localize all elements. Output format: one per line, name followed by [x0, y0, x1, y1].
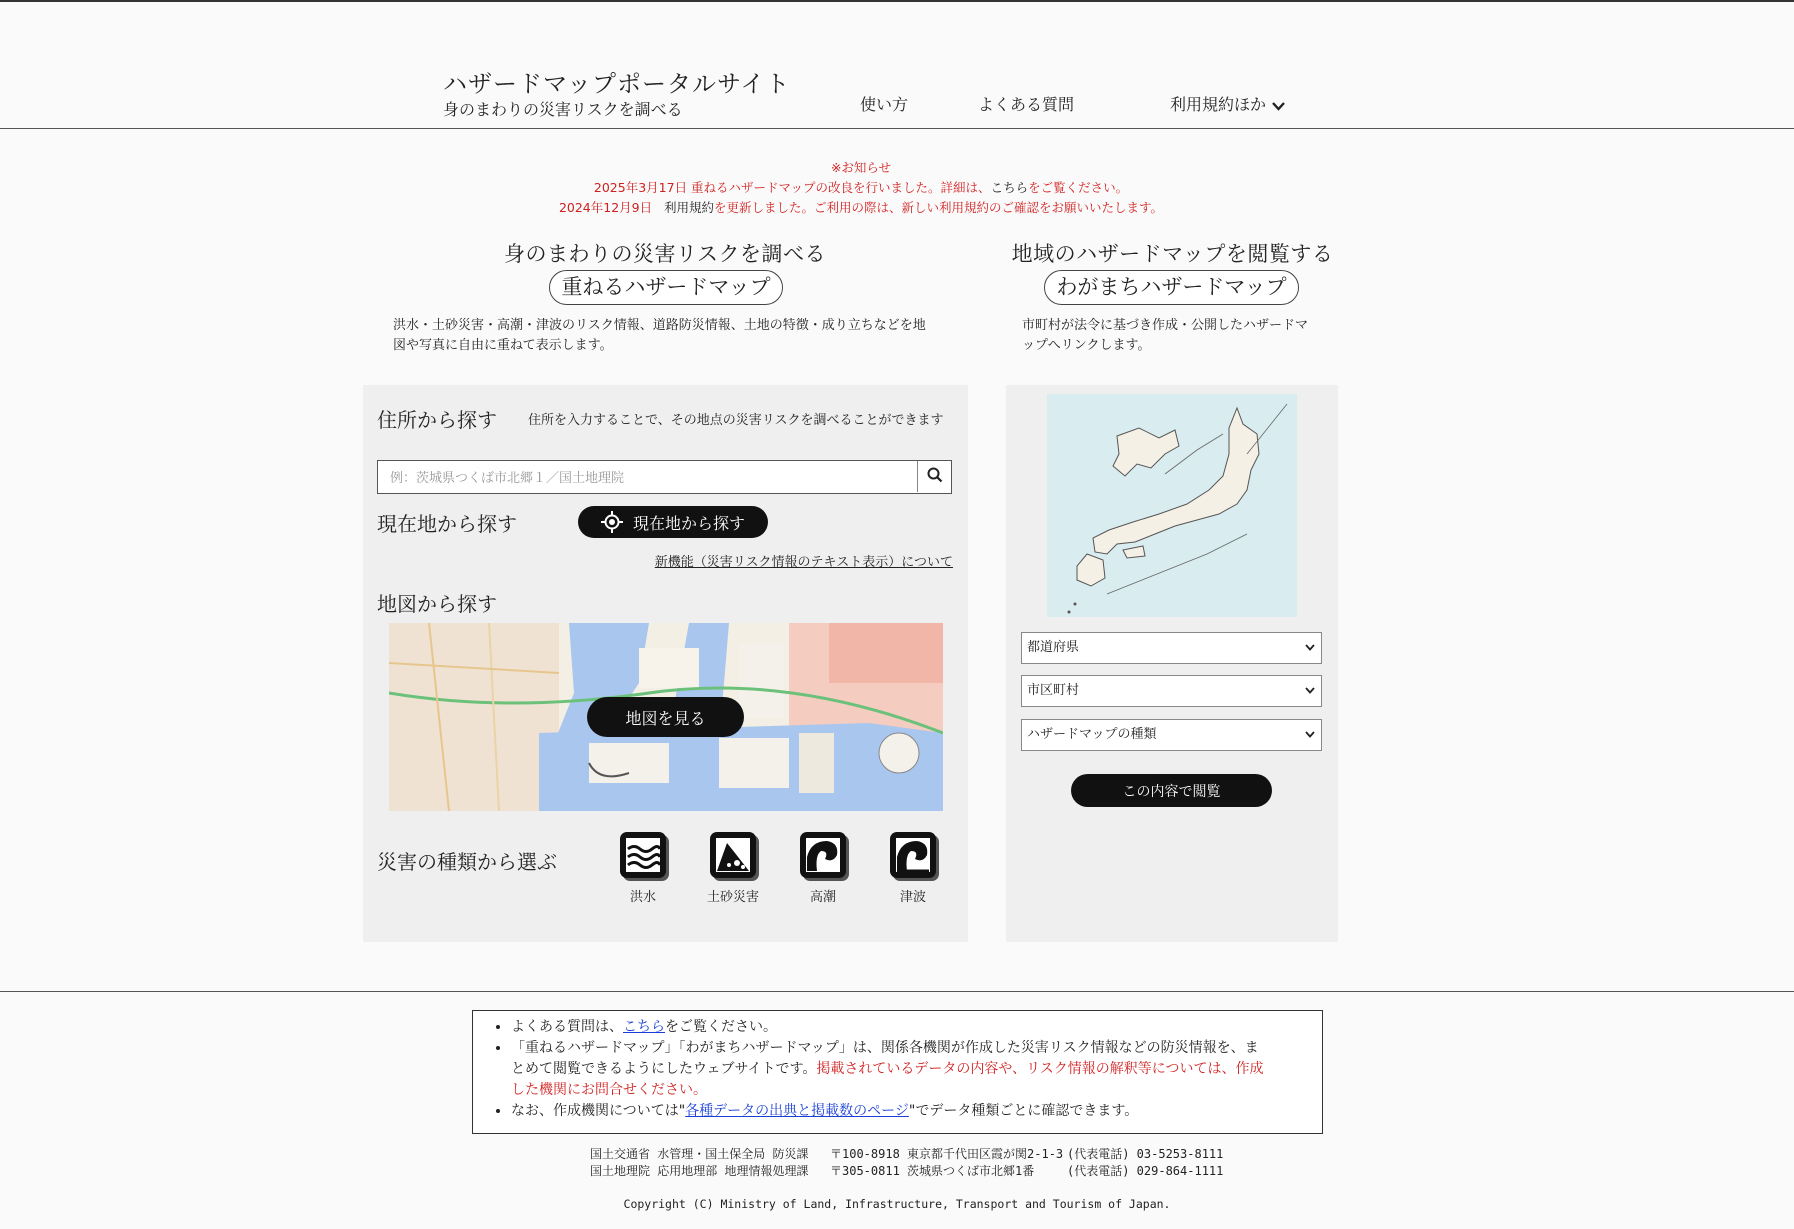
flood-icon — [620, 832, 666, 878]
address-1-org: 国土交通省 水管理・国土保全局 防災課 — [590, 1147, 809, 1161]
left-desc-line-1: 洪水・土砂災害・高潮・津波のリスク情報、道路防災情報、土地の特徴・成り立ちなどを地 — [393, 318, 926, 333]
city-select[interactable] — [1021, 675, 1322, 707]
footer-faq-link[interactable]: こちら — [623, 1019, 665, 1035]
hazard-storm-surge-label: 高潮 — [809, 890, 836, 905]
footer-faq-item — [511, 1017, 1322, 1038]
footer-info-box — [472, 1010, 1323, 1134]
left-desc-line-2: 図や写真に自由に重ねて表示します。 — [393, 338, 613, 353]
view-map-button[interactable]: 地図を見る — [587, 697, 744, 737]
current-location-button[interactable] — [578, 506, 768, 538]
footer-about-item — [511, 1038, 1322, 1101]
chevron-down-icon — [1305, 731, 1315, 738]
chevron-down-icon — [1305, 644, 1315, 651]
address-search-input[interactable] — [388, 467, 912, 489]
right-desc-line-1: 市町村が法令に基づき作成・公開したハザードマ — [1022, 318, 1309, 333]
footer-faq-tail: をご覧ください。 — [665, 1019, 777, 1035]
hazard-type-label: 災害の種類から選ぶ — [377, 850, 557, 874]
address-search-hint: 住所を入力することで、その地点の災害リスクを調べることができます — [528, 413, 944, 428]
notice-line-2 — [0, 198, 1722, 216]
storm-surge-icon — [800, 832, 846, 878]
search-button[interactable] — [917, 461, 951, 492]
notice-2-text: を更新しました。ご利用の際は、新しい利用規約のご確認をお願いいたします。 — [714, 200, 1164, 215]
japan-map-image — [1047, 394, 1297, 617]
nav-how-to-use[interactable]: 使い方 — [860, 95, 909, 114]
top-border — [0, 0, 1794, 2]
footer-source-tail: "でデータ種類ごとに確認できます。 — [908, 1103, 1139, 1119]
address-search-label: 住所から探す — [377, 408, 497, 432]
current-location-label: 現在地から探す — [377, 512, 517, 536]
notice-heading: ※お知らせ — [830, 160, 892, 175]
notice-2-date: 2024年12月9日 — [558, 200, 653, 215]
notice-1-link[interactable]: こちら — [990, 180, 1029, 195]
nav-terms[interactable] — [1170, 92, 1285, 115]
footer-about-warning-1: 掲載されているデータの内容や、リスク情報の解釈等については、作成 — [816, 1061, 1264, 1077]
crosshair-icon — [601, 511, 623, 533]
address-1-post: 〒100-8918 東京都千代田区霞が関2-1-3 — [830, 1147, 1064, 1161]
chevron-down-icon — [1272, 96, 1285, 115]
address-2-org: 国土地理院 応用地理部 地理情報処理課 — [590, 1164, 809, 1178]
hazard-map-type-select-label: ハザードマップの種類 — [1027, 727, 1157, 742]
hazard-landslide-label: 土砂災害 — [706, 890, 759, 905]
wagamachi-hazard-map-link[interactable]: わがまちハザードマップ — [1044, 270, 1299, 305]
hazard-flood-label: 洪水 — [629, 890, 656, 905]
city-select-label: 市区町村 — [1027, 683, 1080, 698]
address-2-post: 〒305-0811 茨城県つくば市北郷1番 — [830, 1164, 1035, 1178]
header-divider — [0, 128, 1794, 129]
address-search-box — [377, 460, 952, 494]
map-search-label: 地図から探す — [377, 592, 497, 616]
kasaneru-hazard-map-link[interactable]: 重ねるハザードマップ — [549, 270, 783, 305]
new-feature-link[interactable]: 新機能（災害リスク情報のテキスト表示）について — [654, 555, 953, 570]
left-section-heading: 身のまわりの災害リスクを調べる — [503, 242, 827, 266]
right-desc-line-2: ップへリンクします。 — [1022, 338, 1151, 353]
footer-about-line-2: とめて閲覧できるようにしたウェブサイトです。 — [511, 1061, 817, 1077]
site-title[interactable]: ハザードマップポータルサイト — [443, 70, 791, 98]
hazard-storm-surge[interactable] — [783, 832, 863, 905]
chevron-down-icon — [1305, 687, 1315, 694]
nav-terms-label: 利用規約ほか — [1170, 95, 1267, 114]
tsunami-icon — [890, 832, 936, 878]
nav-faq[interactable]: よくある質問 — [978, 95, 1075, 114]
hazard-flood[interactable] — [603, 832, 683, 905]
search-icon — [927, 467, 943, 487]
site-subtitle: 身のまわりの災害リスクを調べる — [443, 100, 683, 119]
footer-source-link[interactable]: 各種データの出典と掲載数のページ — [685, 1103, 909, 1119]
footer-source-item — [511, 1101, 1322, 1122]
terms-link[interactable]: 利用規約 — [664, 200, 715, 215]
address-1-tel: (代表電話) 03-5253-8111 — [1067, 1147, 1224, 1161]
japan-map[interactable] — [1047, 394, 1297, 617]
notice-1-tail: をご覧ください。 — [1028, 180, 1129, 195]
hazard-landslide[interactable] — [693, 832, 773, 905]
prefecture-select[interactable] — [1021, 632, 1322, 664]
hazard-tsunami[interactable] — [873, 832, 953, 905]
prefecture-select-label: 都道府県 — [1027, 640, 1080, 655]
copyright: Copyright (C) Ministry of Land, Infrastructure, Transport and Tourism of Japan. — [623, 1197, 1171, 1211]
footer-about-line-1: 「重ねるハザードマップ」「わがまちハザードマップ」は、関係各機関が作成した災害リスク情報などの防災情報を、ま — [511, 1040, 1259, 1056]
notice-line-1 — [0, 178, 1722, 196]
hazard-tsunami-label: 津波 — [899, 890, 926, 905]
hazard-map-type-select[interactable] — [1021, 719, 1322, 751]
footer-about-warning-2: した機関にお問合せください。 — [511, 1082, 707, 1098]
address-2-tel: (代表電話) 029-864-1111 — [1067, 1164, 1224, 1178]
view-selection-button[interactable]: この内容で閲覧 — [1071, 774, 1272, 807]
right-section-heading: 地域のハザードマップを閲覧する — [1011, 242, 1334, 266]
footer-faq-text: よくある質問は、 — [511, 1019, 623, 1035]
landslide-icon — [710, 832, 756, 878]
notice-1-text: 2025年3月17日 重ねるハザードマップの改良を行いました。詳細は、 — [593, 180, 991, 195]
footer-divider — [0, 991, 1794, 992]
current-location-button-label: 現在地から探す — [632, 513, 745, 533]
footer-source-text: なお、作成機関については" — [511, 1103, 686, 1119]
